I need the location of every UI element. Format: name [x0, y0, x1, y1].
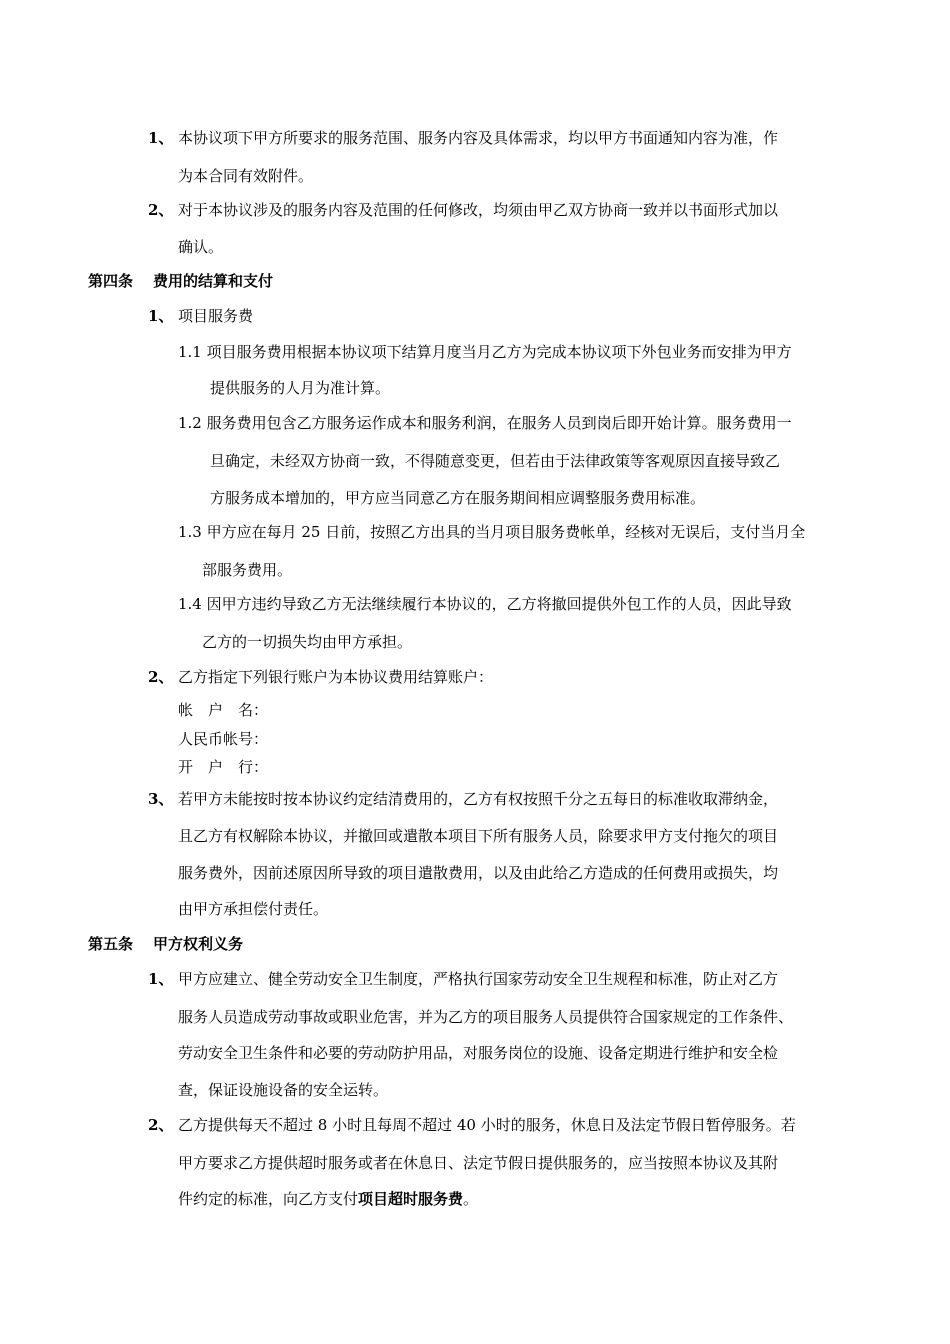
paragraph-line: 查，保证设施设备的安全运转。 [178, 1081, 389, 1099]
paragraph-line: 项目服务费 [178, 307, 254, 325]
item-number: 2、 [148, 1116, 174, 1134]
paragraph-line: 乙方的一切损失均由甲方承担。 [202, 633, 413, 651]
item-number: 2、 [148, 201, 174, 219]
paragraph-line: 方服务成本增加的，甲方应当同意乙方在服务期间相应调整服务费用标准。 [210, 489, 706, 507]
item-number: 3、 [148, 790, 174, 808]
rmb-account-label: 人民币帐号： [178, 730, 269, 748]
article-heading [88, 934, 243, 954]
paragraph-line: 若甲方未能按时按本协议约定结清费用的，乙方有权按照千分之五每日的标准收取滞纳金， [178, 790, 779, 808]
paragraph-line: 提供服务的人月为准计算。 [210, 379, 391, 397]
account-name-label: 帐 户 名： [178, 701, 269, 719]
paragraph-line: 甲方要求乙方提供超时服务或者在休息日、法定节假日提供服务的，应当按照本协议及其附 [178, 1154, 779, 1172]
paragraph-line: 为本合同有效附件。 [178, 167, 314, 185]
item-number: 1、 [148, 129, 174, 147]
paragraph-line: 1.4 因甲方违约导致乙方无法继续履行本协议的，乙方将撤回提供外包工作的人员，因此导致 [178, 595, 792, 613]
paragraph-line: 1.1 项目服务费用根据本协议项下结算月度当月乙方为完成本协议项下外包业务而安排为甲方 [178, 343, 792, 361]
paragraph-line: 乙方指定下列银行账户为本协议费用结算账户： [178, 668, 494, 686]
paragraph-line: 部服务费用。 [202, 561, 293, 579]
text-run: 。 [463, 1190, 479, 1208]
item-number: 1、 [148, 307, 174, 325]
text-run: 件约定的标准，向乙方支付 [178, 1190, 359, 1208]
article-heading [88, 271, 273, 291]
bank-name-label: 开 户 行： [178, 758, 269, 776]
paragraph-line: 由甲方承担偿付责任。 [178, 900, 329, 918]
paragraph-line: 劳动安全卫生条件和必要的劳动防护用品，对服务岗位的设施、设备定期进行维护和安全检 [178, 1044, 779, 1062]
paragraph-line: 1.2 服务费用包含乙方服务运作成本和服务利润，在服务人员到岗后即开始计算。服务费用一 [178, 414, 792, 432]
paragraph-line: 乙方提供每天不超过 8 小时且每周不超过 40 小时的服务，休息日及法定节假日暂停服务。若 [178, 1116, 796, 1134]
article-title: 甲方权利义务 [153, 935, 244, 953]
paragraph-line: 甲方应建立、健全劳动安全卫生制度，严格执行国家劳动安全卫生规程和标准，防止对乙方 [178, 970, 779, 988]
paragraph-line: 本协议项下甲方所要求的服务范围、服务内容及具体需求，均以甲方书面通知内容为准，作 [178, 129, 779, 147]
paragraph-line: 服务费外，因前述原因所导致的项目遣散费用，以及由此给乙方造成的任何费用或损失，均 [178, 864, 779, 882]
paragraph-line: 且乙方有权解除本协议，并撤回或遣散本项目下所有服务人员，除要求甲方支付拖欠的项目 [178, 827, 779, 845]
paragraph-line: 服务人员造成劳动事故或职业危害，并为乙方的项目服务人员提供符合国家规定的工作条件、 [178, 1008, 794, 1026]
paragraph-line: 旦确定，未经双方协商一致，不得随意变更，但若由于法律政策等客观原因直接导致乙 [210, 452, 781, 470]
article-title: 费用的结算和支付 [153, 272, 274, 290]
article-number: 第五条 [88, 935, 134, 953]
paragraph-line [178, 1189, 478, 1209]
bold-term: 项目超时服务费 [358, 1190, 464, 1208]
item-number: 2、 [148, 668, 174, 686]
paragraph-line: 对于本协议涉及的服务内容及范围的任何修改，均须由甲乙双方协商一致并以书面形式加以 [178, 201, 779, 219]
article-number: 第四条 [88, 272, 134, 290]
item-number: 1、 [148, 970, 174, 988]
paragraph-line: 确认。 [178, 238, 224, 256]
paragraph-line: 1.3 甲方应在每月 25 日前，按照乙方出具的当月项目服务费帐单，经核对无误后，支付当月全 [178, 523, 806, 541]
